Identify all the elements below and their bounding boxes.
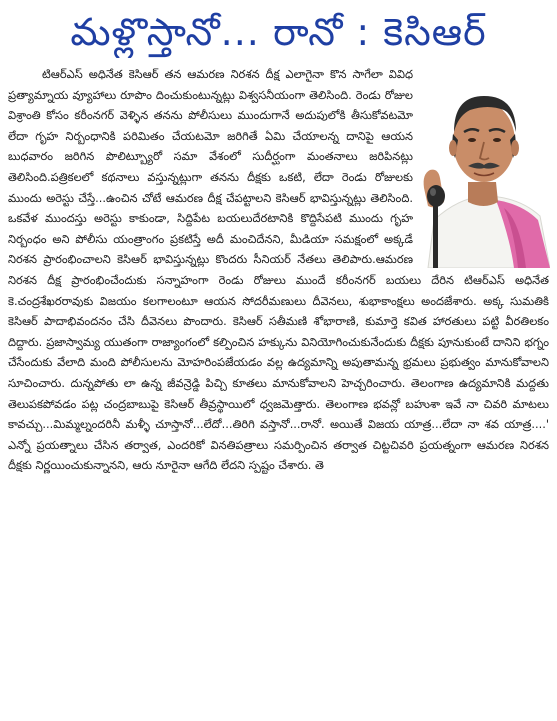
headline: మళ్లొస్తానో... రానో : కెసిఆర్ (70, 10, 487, 54)
article-paragraph: టిఆర్ఎస్ అధినేత కెసిఆర్ తన ఆమరణ నిరశన దీక్ష ఎలాగైనా కొన సాగేలా వివిధ ప్రత్యామ్నాయ వ్యూహాలు రూపొం దించుకుంటున్నట్లు విశ్వసనీయంగా తెలిసింది. రెండు రోజుల విశ్రాంతి కోసం కరీంనగర్ వెళ్ళిన తనను పోలీసులు ముందుగానే అదుపులోకి తీసుకోవటమో లేదా గృహ నిర్బంధానికి పరిమితం చేయటమో జరిగితే ఏమి చేయాలన్న దానిపై ఆయన బుధవారం జరిగిన పొలిట్బ్యూరో సమా వేశంలో సుదీర్ఘంగా మంతనాలు జరిపినట్లు తెలిసింది.పత్రికలలో కథనాలు వస్తున్నట్లుగా తనను దీక్షకు ఒకటి, లేదా రెండు రోజులకు ముందు అరెస్టు చేస్తే...ఉంచిన చోటే ఆమరణ దీక్ష చేపట్టాలని కెసిఆర్ భావిస్తున్నట్లు తెలిసింది. ఒకవేళ ముందస్తు అరెస్టు కాకుండా, సిద్దిపేట బయలుదేరటానికి కొద్దిసేపటి ముందు గృహ నిర్బంధం అని పోలీసు యంత్రాంగం ప్రకటిస్తే అదీ మంచిదేనని, మీడియా సమక్షంలో అక్కడే నిరశన ప్రారంభించాలని కెసిఆర్ భావిస్తున్నట్లు కొందరు సీనియర్ నేతలు తెలిపారు.ఆమరణ నిరశన దీక్ష ప్రారంభించేందుకు సన్నాహంగా రెండు రోజులు ముందే కరీంనగర్ బయలు దేరిన టిఆర్ఎస్ అధినేత కె.చంద్రశేఖరరావుకు విజయం కలగాలంటూ ఆయన సోదరీమణులు దీవెనలు, శుభాకాంక్షలు అందజేశారు. అక్క సుమతికి కెసిఆర్ పాదాభివందనం చేసి దీవెనలు పొందారు. కెసిఆర్ సతీమణి శోభారాణి, కుమార్తె కవిత హారతులు పట్టి వీరతిలకం దిద్దారు. ప్రజాస్వామ్య యుతంగా రాజ్యాంగంలో కల్పించిన హక్కును వినియోగించుకునేందుకు దీక్షకు పూనుకుంటే దానిని భగ్నం చేసేందుకు వేలాది మంది పోలీసులను మోహరింపజేయడం వల్ల ఉద్యమాన్ని అపుతామన్న భ్రమలు ప్రభుత్వం మానుకోవాలని సూచించారు. దున్నపోతు లా ఉన్న జీవన్రెడ్డి పిచ్చి కూతలు మానుకోవాలని హెచ్చరించారు. తెలంగాణ ఉద్యమానికి మద్దతు తెలుపకపోవడం పట్ల చంద్రబాబుపై కెసిఆర్ తీవ్రస్థాయిలో ధ్వజమెత్తారు. తెలంగాణ భవన్లో బహుశా ఇవే నా చివరి మాటలు కావచ్చు...మిమ్మల్నందరినీ మళ్ళీ చూస్తానో...లేదో...తిరిగి వస్తానో...రానో. అయితే విజయ యాత్ర...లేదా నా శవ యాత్ర....' ఎన్నో ప్రయత్నాలు చేసిన తర్వాత, ఎందరికో వినతిపత్రాలు సమర్పించిన తర్వాత చిట్టచివరి ప్రయత్నంగా ఆమరణ నిరశన దీక్షకు నిర్ణయించుకున్నానని, ఆరు నూరైనా ఆగేది లేదని స్పష్టం చేశారు. తె (8, 67, 549, 473)
article-body (8, 64, 549, 714)
photo-wrap-space (413, 64, 549, 268)
